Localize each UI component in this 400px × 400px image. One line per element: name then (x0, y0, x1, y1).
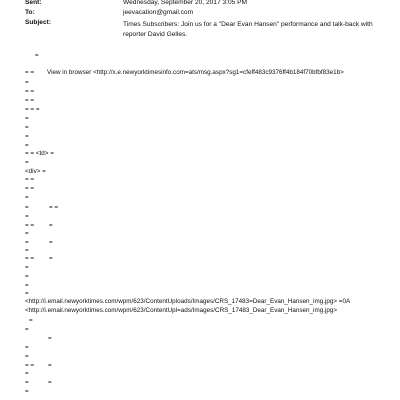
body-line: = (25, 79, 29, 86)
subject-value: Times Subscribers: Join us for a "Dear Evan Hansen" performance and talk-back with reporter David Gelles. (123, 21, 373, 38)
body-line: = (25, 239, 29, 246)
to-row (25, 10, 385, 20)
body-line: = (25, 264, 29, 271)
body-line: = (25, 142, 29, 149)
body-line: = (48, 335, 52, 342)
body-line: = (25, 124, 29, 131)
body-line: = = <td> = (25, 150, 54, 157)
image-url-2[interactable]: <http://i.email.newyorktimes.com/wpm/623/ContentUpl=ads/Images/CRS_17483_Dear_Evan_Hansen_img.jpg> (25, 307, 338, 314)
body-line: = (25, 273, 29, 280)
to-value[interactable]: jeevacation@gmail.com (123, 9, 194, 16)
body-line: = (25, 379, 29, 386)
body-line: = (49, 222, 53, 229)
body-line: = = (25, 185, 35, 192)
body-line: = = (25, 222, 35, 229)
body-line: = = (25, 69, 35, 76)
body-line: = (25, 115, 29, 122)
body-line: = (25, 194, 29, 201)
view-in-browser-link[interactable]: View in browser <http://x.e.newyorktimesinfo.com=ats/msg.aspx?sg1=cfeff483c9376ff4b184f70bfbf83e1b> (47, 69, 344, 76)
body-line: = (25, 230, 29, 237)
body-line: = (25, 353, 29, 360)
sent-label: Sent: (25, 0, 42, 6)
body-line: = (25, 344, 29, 351)
body-line: = = (25, 88, 35, 95)
subject-label: Subject: (25, 19, 52, 26)
body-line: = (35, 52, 39, 59)
body-line: = (25, 159, 29, 166)
body-line: = (25, 213, 29, 220)
body-line: <div> = (25, 168, 46, 175)
body-line: = (49, 255, 53, 262)
image-url-1[interactable]: <http://i.email.newyorktimes.com/wpm/623/ContentUploads/Images/CRS_17483=Dear_Evan_Hansen_img.jpg> =0A (25, 298, 351, 305)
body-line: = (48, 362, 52, 369)
body-line: = (25, 204, 29, 211)
body-line: = (49, 239, 53, 246)
sent-row (25, 0, 385, 10)
body-line: = (25, 290, 29, 297)
body-line: = (25, 370, 29, 377)
sent-value: Wednesday, September 20, 2017 3:05 PM (123, 0, 248, 6)
body-line: = = (49, 204, 59, 211)
body-line: = = (25, 255, 35, 262)
body-line: = (48, 379, 52, 386)
body-line: = (25, 326, 29, 333)
body-line: = (25, 133, 29, 140)
body-line: = = (25, 362, 35, 369)
body-line: = = = (25, 106, 40, 113)
body-line: = = (25, 97, 35, 104)
to-label: To: (25, 9, 35, 16)
body-line: = (25, 388, 29, 395)
body-line: = = (25, 176, 35, 183)
body-line: = (25, 247, 29, 254)
subject-row (25, 20, 385, 42)
body-line: = (29, 317, 33, 324)
body-line: = (25, 282, 29, 289)
